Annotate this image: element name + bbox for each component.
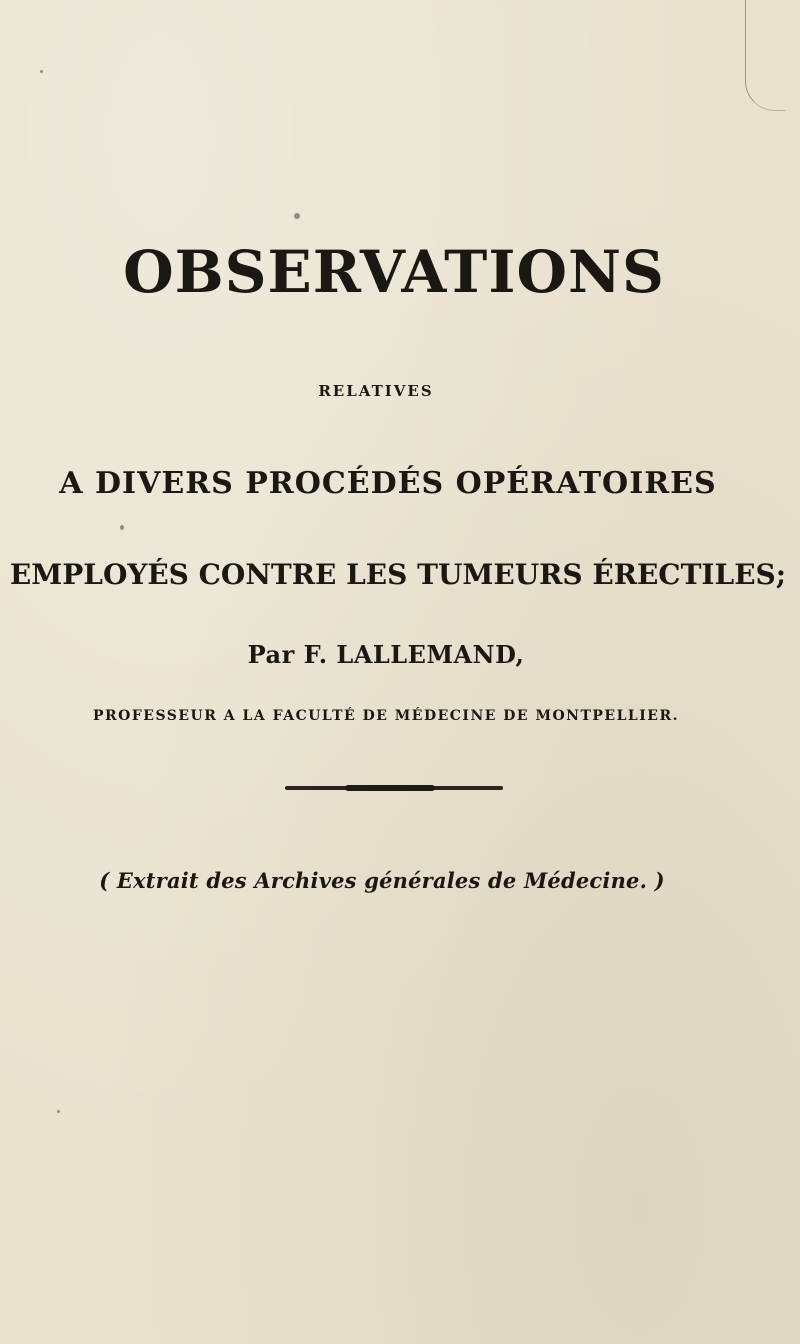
ink-speck <box>57 1110 60 1113</box>
page-corner-mark <box>745 0 786 111</box>
subject-line-2: EMPLOYÉS CONTRE LES TUMEURS ÉRECTILES; <box>9 558 787 591</box>
ink-speck <box>40 70 43 73</box>
author-line: Par F. LALLEMAND, <box>247 640 525 669</box>
subtitle-word: RELATIVES <box>318 382 434 400</box>
ink-speck <box>294 213 300 219</box>
author-affiliation: PROFESSEUR A LA FACULTÉ DE MÉDECINE DE MONTPELLIER. <box>93 708 679 724</box>
source-note: ( Extrait des Archives générales de Médecine. ) <box>99 868 665 893</box>
subject-line-1: A DIVERS PROCÉDÉS OPÉRATOIRES <box>59 466 717 501</box>
ornamental-rule <box>285 786 503 790</box>
ink-speck <box>120 525 124 530</box>
document-title: OBSERVATIONS <box>123 238 665 306</box>
